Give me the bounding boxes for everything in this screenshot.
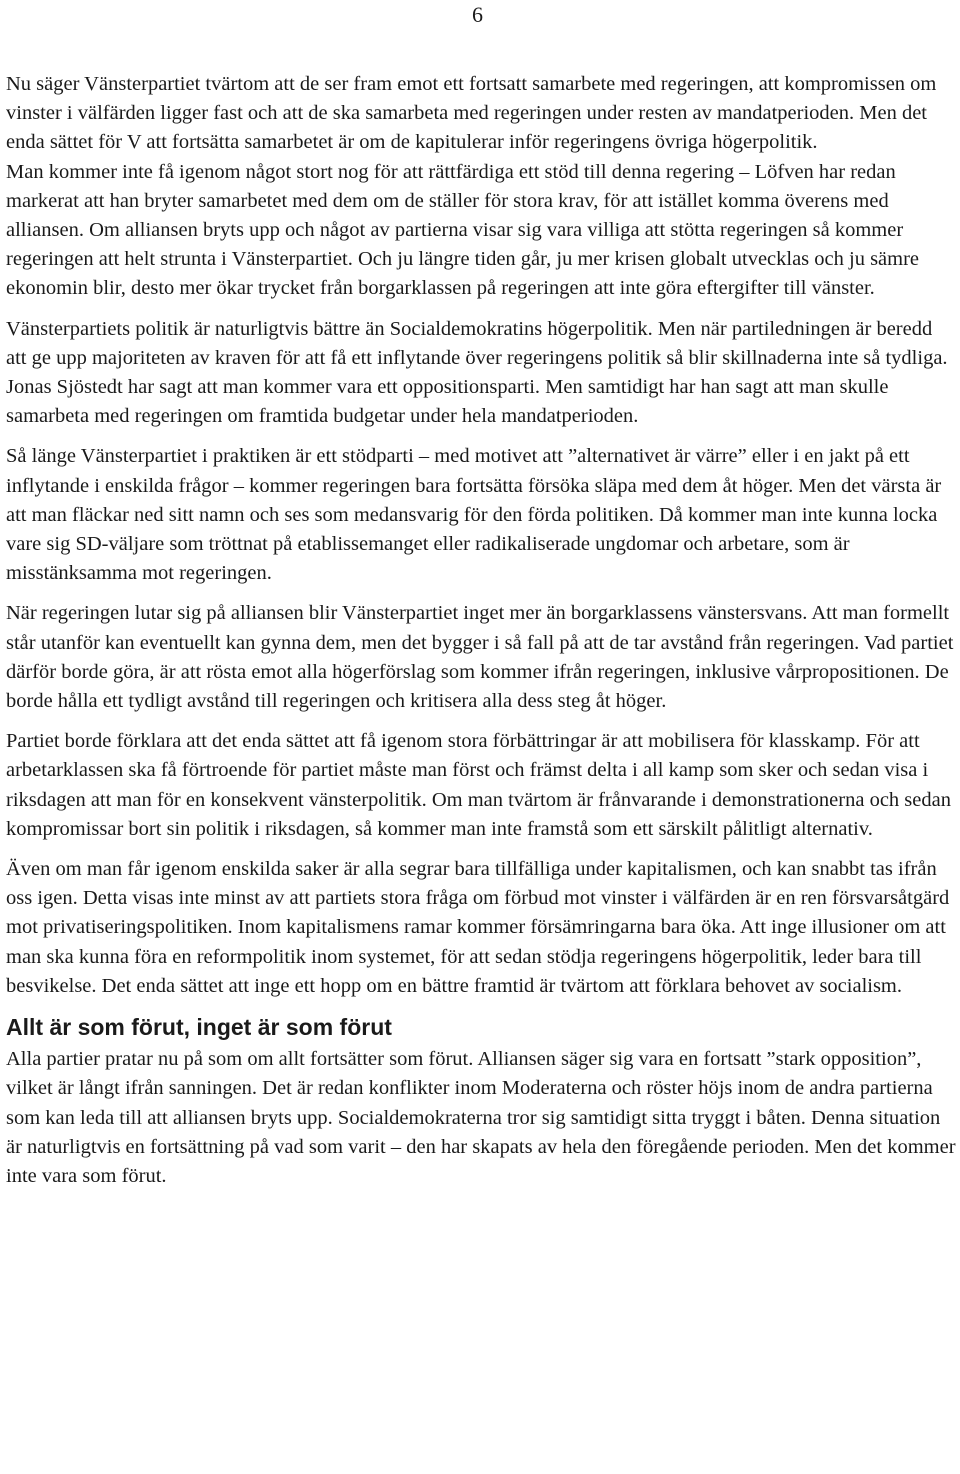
paragraph-2: Man kommer inte få igenom något stort nog för att rättfärdiga ett stöd till denna regering – Löfven har redan markerat att han bryter samarbetet med dem om de ställer för stora krav, för att istället komma överens med alliansen. Om alliansen bryts upp och något av partierna visar sig vara villiga att stötta regeringen så kommer regeringen att helt strunta i Vänsterpartiet. Och ju längre tiden går, ju mer krisen globalt utvecklas och ju sämre ekonomin blir, desto mer ökar trycket från borgarklassen på regeringen att inte göra eftergifter till vänster. [6,160,920,300]
paragraph-6: Partiet borde förklara att det enda sättet att få igenom stora förbättringar är att mobilisera för klasskamp. För att arbetarklassen ska få förtroende för partiet måste man först och främst delta i all kamp som sker och sedan visa i riksdagen att man för en konsekvent vänsterpolitik. Om man tvärtom är frånvarande i demonstrationerna och sedan kompromissar bort sin politik i riksdagen, så kommer man inte framstå som ett särskilt pålitligt alternativ. [6,730,951,840]
page-number: 6 [472,2,483,27]
paragraph-3: Vänsterpartiets politik är naturligtvis bättre än Socialdemokratins högerpolitik. Men när partiledningen är beredd att ge upp majoriteten av kraven för att få ett inflytande över regeringens politik så blir skillnaderna inte så tydliga. Jonas Sjöstedt har sagt att man kommer vara ett oppositionsparti. Men samtidigt har han sagt att man skulle samarbeta med regeringen om framtida budgetar under hela mandatperioden. [6,317,948,428]
document-body [6,70,956,1202]
paragraph-1: Nu säger Vänsterpartiet tvärtom att de ser fram emot ett fortsatt samarbete med regeringen, att kompromissen om vinster i välfärden ligger fast och att de ska samarbeta med regeringen under resten av mandatperioden. Men det enda sättet för V att fortsätta samarbetet är om de kapitulerar inför regeringens övriga högerpolitik. [6,73,937,154]
paragraph-4: Så länge Vänsterpartiet i praktiken är ett stödparti – med motivet att ”alternativet är värre” eller i en jakt på ett inflytande i enskilda frågor – kommer regeringen bara fortsätta försöka släpa med dem åt höger. Men det värsta är att man fläckar ned sitt namn och ses som medansvarig för den förda politiken. Då kommer man inte kunna locka vare sig SD-väljare som tröttnat på etablissemanget eller radikaliserade ungdomar och arbetare, som är misstänksamma mot regeringen. [6,445,942,585]
section-heading: Allt är som förut, inget är som förut [6,1014,392,1041]
paragraph-5: När regeringen lutar sig på alliansen blir Vänsterpartiet inget mer än borgarklassens vänstersvans. Att man formellt står utanför kan eventuellt kan gynna dem, men det bygger i så fall på att de tar avstånd från regeringen. Vad partiet därför borde göra, är att rösta emot alla högerförslag som kommer ifrån regeringen, inklusive vårpropositionen. De borde hålla ett tydligt avstånd till regeringen och kritisera alla dess steg åt höger. [6,602,954,713]
paragraph-8: Alla partier pratar nu på som om allt fortsätter som förut. Alliansen säger sig vara en fortsatt ”stark opposition”, vilket är långt ifrån sanningen. Det är redan konflikter inom Moderaterna och röster höjs inom de andra partierna som kan leda till att alliansen bryts upp. Socialdemokraterna tror sig samtidigt sitta tryggt i båten. Denna situation är naturligtvis en fortsättning på vad som varit – den har skapats av hela den föregående perioden. Men det kommer inte vara som förut. [6,1048,956,1187]
paragraph-7: Även om man får igenom enskilda saker är alla segrar bara tillfälliga under kapitalismen, och kan snabbt tas ifrån oss igen. Detta visas inte minst av att partiets stora fråga om förbud mot vinster i välfärden är en ren försvarsåtgärd mot privatiseringspolitiken. Inom kapitalismens ramar kommer försämringarna bara öka. Att inge illusioner om att man ska kunna föra en reformpolitik inom systemet, för att sedan stödja regeringens högerpolitik, leder bara till besvikelse. Det enda sättet att inge ett hopp om en bättre framtid är tvärtom att förklara behovet av socialism. [6,858,950,997]
